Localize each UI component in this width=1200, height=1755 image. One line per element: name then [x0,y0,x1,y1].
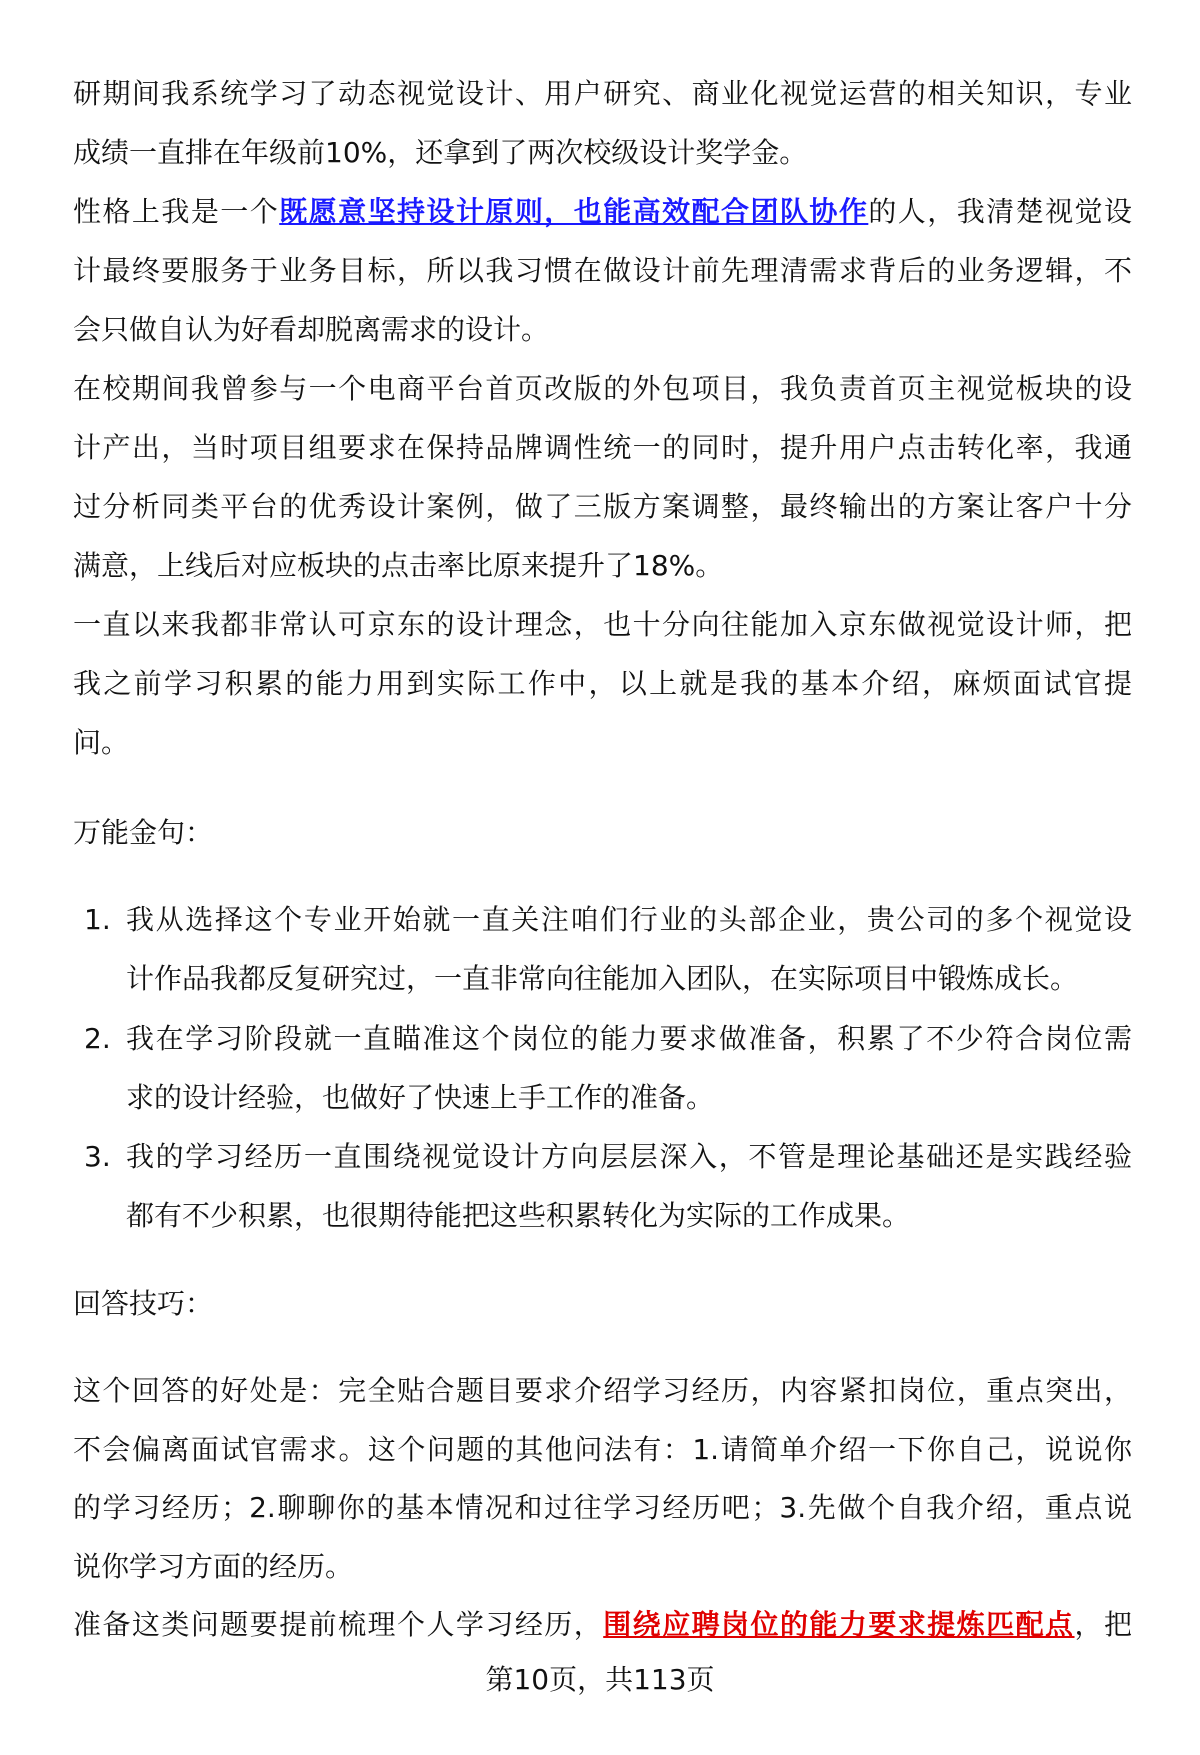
text-segment: 一直以来我都非常认可京东的设计理念，也十分向往能加入京东做视觉设计师，把 [73,608,1132,641]
text-segment: 计最终要服务于业务目标，所以我习惯在做设计前先理清需求背后的业务逻辑，不 [73,254,1132,287]
text-segment: 这个回答的好处是：完全贴合题目要求介绍学习经历，内容紧扣岗位，重点突出， [73,1374,1132,1407]
list-item-line: 我的学习经历一直围绕视觉设计方向层层深入，不管是理论基础还是实践经验 [126,1140,1132,1173]
text-segment: 说你学习方面的经历。 [73,1549,354,1583]
text-line [73,1478,1132,1537]
text-line [73,477,1132,536]
text-segment: 计产出，当时项目组要求在保持品牌调性统一的同时，提升用户点击转化率，我通 [73,431,1132,464]
list-number: 3. [84,1140,111,1173]
text-line [73,595,1132,654]
text-line [73,64,1132,123]
text-segment: 的学习经历；2.聊聊你的基本情况和过往学习经历吧；3.先做个自我介绍，重点说 [73,1491,1132,1524]
text-segment: 研期间我系统学习了动态视觉设计、用户研究、商业化视觉运营的相关知识，专业 [73,77,1132,110]
page-footer: 第10页，共113页 [485,1663,715,1696]
text-segment: 会只做自认为好看却脱离需求的设计。 [73,313,550,346]
list-item-line: 我从选择这个专业开始就一直关注咱们行业的头部企业，贵公司的多个视觉设 [126,903,1132,936]
list-number: 1. [84,903,111,936]
list-item-line: 计作品我都反复研究过，一直非常向往能加入团队，在实际项目中锻炼成长。 [126,962,1079,995]
list-item-line: 我在学习阶段就一直瞄准这个岗位的能力要求做准备，积累了不少符合岗位需 [126,1021,1132,1055]
emphasis-red-text: 围绕应聘岗位的能力要求提炼匹配点 [603,1608,1075,1641]
text-line [73,241,1132,300]
text-line [73,1537,1132,1596]
text-line [73,654,1132,713]
text-line [73,1420,1132,1479]
text-line [73,182,1132,241]
text-line [73,418,1132,477]
text-segment: 过分析同类平台的优秀设计案例，做了三版方案调整，最终输出的方案让客户十分 [73,490,1132,523]
list-item-line: 求的设计经验，也做好了快速上手工作的准备。 [126,1080,715,1114]
list-item-line: 都有不少积累，也很期待能把这些积累转化为实际的工作成果。 [126,1199,911,1232]
text-segment: 在校期间我曾参与一个电商平台首页改版的外包项目，我负责首页主视觉板块的设 [73,372,1132,405]
text-segment: 的人，我清楚视觉设 [868,195,1132,228]
list-number: 2. [84,1021,111,1055]
text-line [73,1361,1132,1420]
text-segment: 不会偏离面试官需求。这个问题的其他问法有：1.请简单介绍一下你自己，说说你 [73,1432,1132,1466]
text-segment: 问。 [73,726,130,759]
text-line [73,123,1132,182]
emphasis-blue-text: 既愿意坚持设计原则，也能高效配合团队协作 [279,195,869,228]
text-segment: 我之前学习积累的能力用到实际工作中，以上就是我的基本介绍，麻烦面试官提 [73,667,1132,700]
text-segment: 成绩一直排在年级前10%，还拿到了两次校级设计奖学金。 [73,136,808,169]
text-line [73,300,1132,359]
text-line [73,1595,1132,1654]
text-line [73,359,1132,418]
text-segment: 满意，上线后对应板块的点击率比原来提升了18%。 [73,549,724,582]
text-segment: 准备这类问题要提前梳理个人学习经历， [73,1608,604,1641]
text-line [73,713,1132,772]
section-heading-universal-phrases: 万能金句： [73,816,214,849]
text-segment: 性格上我是一个 [73,195,280,228]
text-segment: ，把 [1074,1608,1132,1641]
section-heading-answer-tips: 回答技巧： [73,1287,214,1320]
text-line [73,536,1132,595]
